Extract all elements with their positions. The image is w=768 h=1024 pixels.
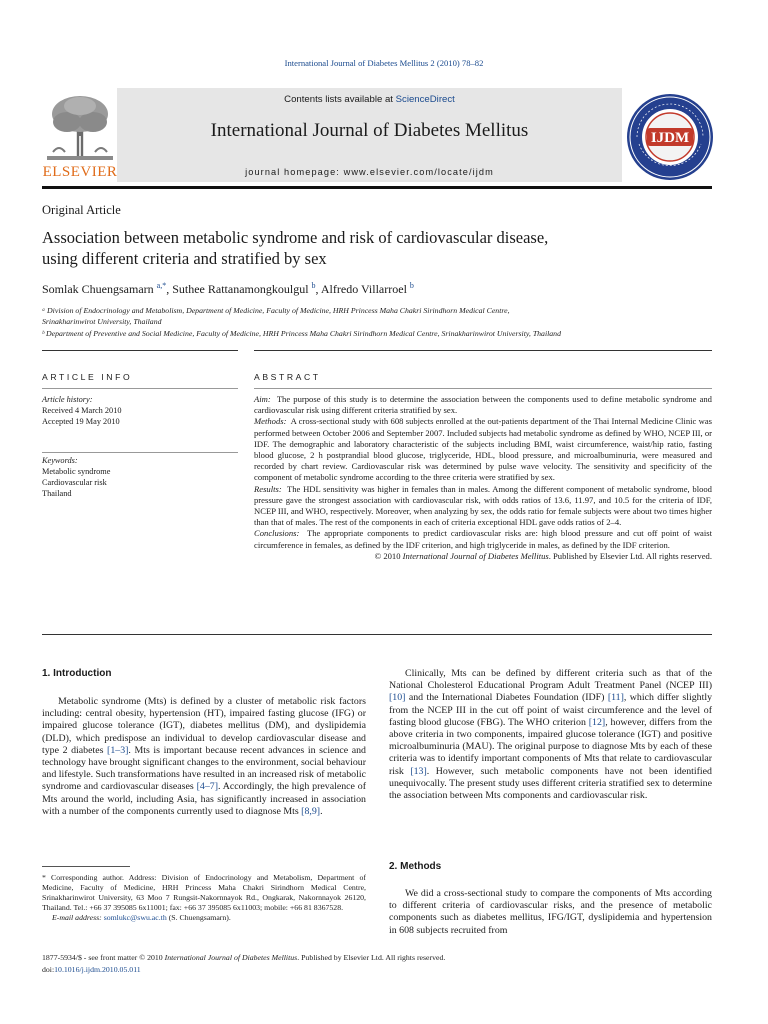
doi-link[interactable]: 10.1016/j.ijdm.2010.05.011 bbox=[54, 965, 141, 974]
front-matter-line bbox=[42, 953, 722, 963]
citation-link[interactable]: [13] bbox=[410, 765, 427, 777]
keywords-block bbox=[42, 455, 238, 499]
author-3[interactable]: Alfredo Villarroel bbox=[320, 282, 407, 296]
conclusions-text: The appropriate components to predict cardiovascular risks are: high blood pressure and cut off point of waist circumference in females, as defined by the IDF criterion, and high triglyceride in males, as defined by the IDF criterion. bbox=[254, 528, 712, 550]
citation-link[interactable]: [11] bbox=[607, 692, 624, 704]
elsevier-tree-logo-icon bbox=[45, 92, 115, 162]
methods-text: A cross-sectional study with 608 subjects enrolled at the out-patients department of the Thai Internal Medicine Clinic was performed between October 2006 and September 2007. Included subjects had metabolic syndrome as defined by WHO, NCEP III, or IDF. The demographic and laboratory characteristic of the subjects including BMI, waist circumference, waist/hip ratio, fasting blood glucose, 2 h postprandial blood glucose, triglyceride, HDL, blood pressure, and microalbuminuria, were measured and recorded by chart review. Cardiovascular risk was determined by pulse wave velocity. The sensitivity and specificity of the component of metabolic syndrome according to the three criteria were stratified by sex. bbox=[254, 416, 712, 483]
affiliation-b: ᵇ Department of Preventive and Social Medicine, Faculty of Medicine, HRH Princess Maha Chakri Sirindhorn Medical Centre, Srinakharinwirot University, Thailand bbox=[42, 329, 561, 338]
issn-prefix: 1877-5934/$ - see front matter © 2010 bbox=[42, 953, 165, 962]
doi-label: doi: bbox=[42, 965, 55, 974]
abstract-body bbox=[254, 394, 712, 562]
sciencedirect-link[interactable]: ScienceDirect bbox=[395, 94, 455, 105]
keyword-item: Thailand bbox=[42, 489, 72, 498]
conclusions-label: Conclusions: bbox=[254, 528, 300, 539]
citation-link[interactable]: [4–7] bbox=[196, 781, 218, 793]
affiliation-a bbox=[42, 305, 712, 327]
abstract-subrule bbox=[254, 388, 712, 389]
abstract-heading: ABSTRACT bbox=[254, 372, 321, 382]
right-text-part: Clinically, Mts can be defined by different criteria such as that of the National Cholesterol Educational Program Adult Treatment Panel (NCEP III) bbox=[389, 668, 712, 692]
citation-link[interactable]: [1–3] bbox=[107, 744, 129, 756]
accepted-date: Accepted 19 May 2010 bbox=[42, 417, 120, 426]
author-2[interactable]: Suthee Rattanamongkoulgul bbox=[172, 282, 309, 296]
citation-link[interactable]: [10] bbox=[389, 692, 406, 704]
author-3-sup[interactable]: b bbox=[409, 281, 414, 290]
results-text: The HDL sensitivity was higher in females than in males. Among the different component of metabolic syndrome, blood pressure gave the strongest association with cardiovascular risk, with odds ratios of 13.6, 11.97, and 10.5 for the criteria of IDF, NCEP III, and WHO, respectively. Moreover, when analyzing by sex, the odds ratio for female subjects were about two times higher than that of males. The rest of the components in each of criteria exceptional HDL gave odds ratios of 2–4. bbox=[254, 483, 712, 528]
intro-text-part: . bbox=[320, 805, 323, 817]
logo-text: IJDM bbox=[650, 130, 690, 146]
copyright-prefix: © 2010 bbox=[374, 550, 403, 561]
methods-paragraph: We did a cross-sectional study to compare the components of Mts according to different criteria of cardiovascular risks, and the presence of metabolic components such as diabetes mellitus, IFG/IGT, dyslipidemia and hypertension in 608 subjects recruited from bbox=[389, 888, 712, 936]
aim-label: Aim: bbox=[254, 394, 271, 404]
keywords-rule bbox=[42, 452, 238, 453]
journal-reference[interactable]: International Journal of Diabetes Mellitus 2 (2010) 78–82 bbox=[284, 58, 484, 68]
issn-suffix: . Published by Elsevier Ltd. All rights reserved. bbox=[297, 953, 446, 962]
affiliation-a-line1: ᵃ Division of Endocrinology and Metabolism, Department of Medicine, Faculty of Medicine, HRH Princess Maha Chakri Sirindhorn Medical Centre, bbox=[42, 306, 510, 315]
results-label: Results: bbox=[254, 483, 282, 494]
introduction-text-continued bbox=[389, 668, 712, 802]
aim-text: The purpose of this study is to determine the association between the components used to define metabolic syndrome and cardiovascular risk using different criteria stratified by sex. bbox=[254, 394, 712, 416]
received-date: Received 4 March 2010 bbox=[42, 406, 122, 415]
email-suffix: (S. Chuengsamarn). bbox=[166, 913, 231, 922]
abstract-bottom-rule bbox=[42, 634, 712, 635]
intro-text-part: . Accordingly, the high prevalence of Mts around the world, including Asia, has significantly increased in association with a number of the components currently used to diagnose Mts bbox=[42, 781, 367, 817]
methods-heading: 2. Methods bbox=[389, 861, 442, 872]
article-title bbox=[42, 227, 712, 269]
journal-homepage[interactable]: journal homepage: www.elsevier.com/locate/ijdm bbox=[245, 167, 494, 177]
footnote-rule bbox=[42, 866, 130, 867]
keyword-item: Cardiovascular risk bbox=[42, 478, 107, 487]
right-text-part: , however, differs from the above criteria in two components, impaired glucose tolerance (IGT) and positive microalbuminuria (MAU). The original purpose to diagnose Mts by each of these criteria was to identify important components of Mts that relate to cardiovascular risk bbox=[389, 716, 712, 777]
elsevier-wordmark: ELSEVIER bbox=[42, 164, 118, 180]
history-label: Article history: bbox=[42, 395, 93, 404]
article-history bbox=[42, 394, 238, 427]
article-info-rule bbox=[42, 350, 238, 351]
citation-link[interactable]: [12] bbox=[588, 716, 606, 728]
title-line-2: using different criteria and stratified by sex bbox=[42, 249, 327, 268]
intro-text-part: Metabolic syndrome (Mts) is defined by a cluster of metabolic risk factors including: central obesity, hypertension (HT), impaired fasting glucose (IFG) or impaired glucose tolerance (IGT), diabetes mellitus (DM), and dyslipidemia (DLD), which predispose an individual to develop cardiovascular disease and type 2 diabetes bbox=[42, 696, 366, 756]
corresponding-footnote bbox=[42, 873, 366, 923]
right-text-part: , which differ slightly from the NCEP III in the cut off point of waist circumference and the level of fasting blood glucose (FBG). The WHO criterion bbox=[389, 692, 713, 728]
author-list: Somlak Chuengsamarn $^{a,*}$, Suthee Rattanamongkoulgul $^b$, Alfredo Villarroel $^b$ bbox=[42, 281, 414, 296]
ijdm-seal-logo-icon bbox=[625, 92, 715, 182]
citation-link[interactable]: [8,9] bbox=[301, 805, 321, 817]
abstract-copyright bbox=[254, 551, 712, 562]
journal-title: International Journal of Diabetes Mellitus bbox=[210, 120, 529, 141]
abstract-methods bbox=[254, 416, 712, 483]
copyright-journal: International Journal of Diabetes Mellitus bbox=[402, 550, 549, 561]
article-info-heading: ARTICLE INFO bbox=[42, 372, 133, 382]
email-label: E-mail address: bbox=[52, 913, 104, 922]
author-2-sup[interactable]: b bbox=[311, 281, 316, 290]
affiliation-a-line2: Srinakharinwirot University, Thailand bbox=[42, 317, 162, 326]
abstract-aim bbox=[254, 394, 712, 416]
title-line-1: Association between metabolic syndrome and risk of cardiovascular disease, bbox=[42, 228, 549, 247]
corresponding-author-text: * Corresponding author. Address: Division of Endocrinology and Metabolism, Department of Medicine, Faculty of Medicine, HRH Princess Maha Chakri Sirindhorn Medical Centre, Srinakharinwirot University, 63 Moo 7 Rungsit-Nakornnayok Rd., Ongkarak, Nakornnayok 26120, Thailand. Tel.: +66 37 395085 6x11001; fax: +66 37 395085 6x11003; mobile: +66 81 8367528. bbox=[42, 873, 366, 912]
right-text-part: . However, such metabolic components have not been identified unequivocally. The present study uses different criteria stratified sex to determine the association between Mts components and cardiovascular risk. bbox=[389, 765, 712, 802]
copyright-suffix: . Published by Elsevier Ltd. All rights reserved. bbox=[548, 550, 712, 561]
methods-text bbox=[389, 888, 712, 937]
header-rule bbox=[42, 186, 712, 189]
author-1[interactable]: Somlak Chuengsamarn bbox=[42, 282, 154, 296]
introduction-heading: 1. Introduction bbox=[42, 668, 112, 679]
right-text-part: and the International Diabetes Foundation (IDF) bbox=[405, 692, 608, 704]
article-type: Original Article bbox=[42, 203, 121, 217]
keyword-item: Metabolic syndrome bbox=[42, 467, 111, 476]
article-info-subrule bbox=[42, 388, 238, 389]
email-link[interactable]: somlukc@swu.ac.th bbox=[103, 913, 167, 922]
issn-journal: International Journal of Diabetes Mellitus bbox=[164, 953, 298, 962]
doi-line bbox=[42, 965, 141, 975]
author-1-sup[interactable]: a,* bbox=[156, 281, 167, 290]
abstract-results bbox=[254, 484, 712, 529]
contents-line bbox=[117, 94, 622, 105]
intro-text-part: . Mts is important because recent advances in science and technology have brought significant changes to the environment, social behaviour and lifestyle. Such transformations have resulted in an increased risk of metabolic syndrome and cardiovascular diseases bbox=[42, 744, 366, 793]
abstract-conclusions bbox=[254, 528, 712, 550]
methods-label: Methods: bbox=[254, 416, 287, 427]
keywords-label: Keywords: bbox=[42, 456, 78, 465]
introduction-text bbox=[42, 696, 366, 818]
contents-prefix: Contents lists available at bbox=[284, 94, 396, 105]
abstract-rule bbox=[254, 350, 712, 351]
